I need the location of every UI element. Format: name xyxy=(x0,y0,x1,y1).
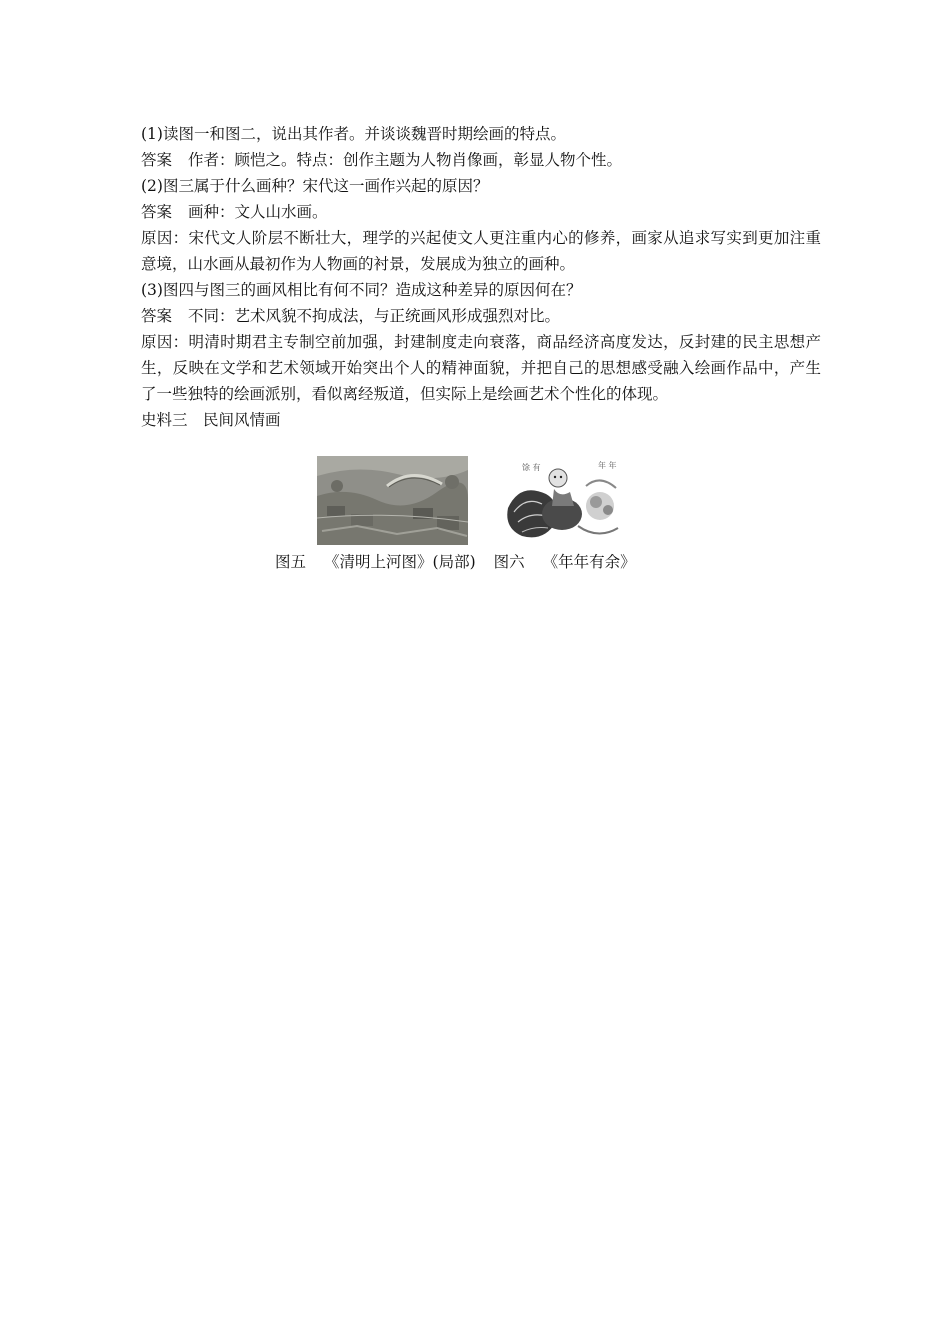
figure-6-number: 图六 xyxy=(493,553,525,571)
document-body xyxy=(141,121,821,433)
section-heading: 史料三 民间风情画 xyxy=(141,411,281,429)
nian-nian-you-yu-icon xyxy=(500,456,632,545)
answer-label: 答案 xyxy=(141,307,173,325)
question-2: (2)图三属于什么画种？宋代这一画作兴起的原因？ xyxy=(141,177,489,195)
answer-label: 答案 xyxy=(141,151,173,169)
reason-3: 原因：明清时期君主专制空前加强，封建制度走向衰落，商品经济高度发达，反封建的民主思想产生，反映在文学和艺术领域开始突出个人的精神面貌，并把自己的思想感受融入绘画作品中，产生了一些独特的绘画派别，看似离经叛道，但实际上是绘画艺术个性化的体现。 xyxy=(141,333,821,403)
answer-text: 不同：艺术风貌不拘成法，与正统画风形成强烈对比。 xyxy=(188,307,561,325)
answer-label: 答案 xyxy=(141,203,173,221)
question-1: (1)读图一和图二，说出其作者。并谈谈魏晋时期绘画的特点。 xyxy=(141,125,566,143)
qingming-painting-image xyxy=(317,456,468,545)
qingming-painting-icon xyxy=(317,456,468,545)
answer-1 xyxy=(141,147,821,173)
inscription-left-icon: 馀 有 xyxy=(522,463,541,472)
nian-nian-you-yu-image xyxy=(500,456,632,545)
answer-2 xyxy=(141,199,821,225)
inscription-right-icon: 年 年 xyxy=(598,461,617,470)
figure-captions xyxy=(275,551,636,573)
figures-row xyxy=(0,456,950,586)
figure-5-number: 图五 xyxy=(275,553,307,571)
answer-text: 画种：文人山水画。 xyxy=(188,203,328,221)
reason-2: 原因：宋代文人阶层不断壮大，理学的兴起使文人更注重内心的修养，画家从追求写实到更加注重意境，山水画从最初作为人物画的衬景，发展成为独立的画种。 xyxy=(141,229,821,273)
answer-3 xyxy=(141,303,821,329)
question-3: (3)图四与图三的画风相比有何不同？造成这种差异的原因何在？ xyxy=(141,281,582,299)
figure-5-title: 《清明上河图》(局部) xyxy=(324,553,476,571)
figure-6-title: 《年年有余》 xyxy=(542,553,636,571)
answer-text: 作者：顾恺之。特点：创作主题为人物肖像画，彰显人物个性。 xyxy=(188,151,623,169)
